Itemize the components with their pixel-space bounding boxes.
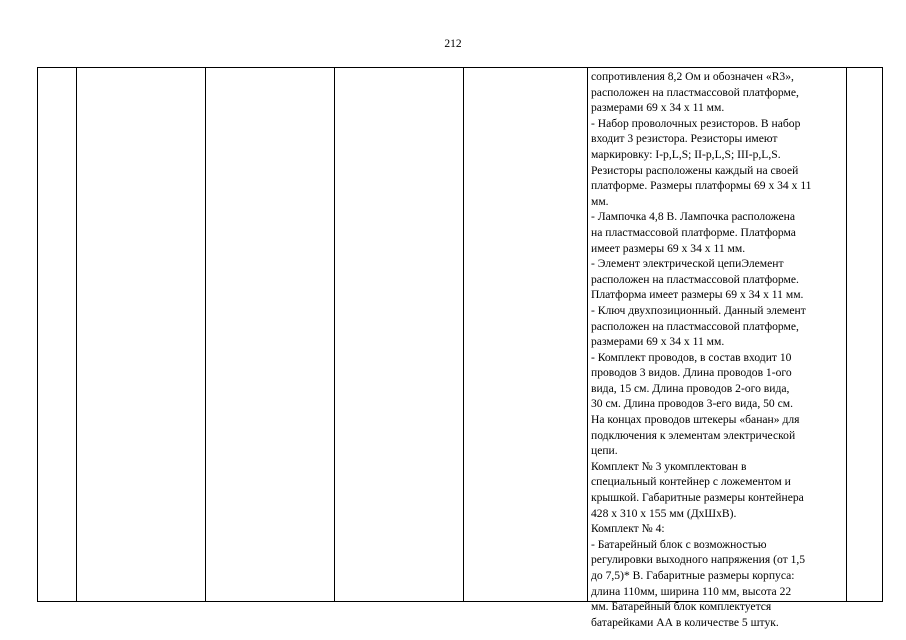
description-line: батарейками АА в количестве 5 штук. [591,615,779,629]
description-line: входит 3 резистора. Резисторы имеют [591,132,778,146]
description-line: сопротивления 8,2 Ом и обозначен «R3», [591,70,794,83]
description-line: Резисторы расположены каждый на своей [591,163,799,177]
specification-table [37,67,883,629]
description-line: подключения к элементам электрической [591,428,796,442]
description-cell [591,69,851,630]
description-line: проводов 3 видов. Длина проводов 1-ого [591,366,792,380]
description-line: Комплект № 4: [591,522,665,536]
column-divider [205,68,206,601]
description-line: вида, 15 см. Длина проводов 2-ого вида, [591,381,790,395]
description-line: платформе. Размеры платформы 69 х 34 х 11 [591,179,812,193]
description-line: - Батарейный блок с возможностью [591,537,767,551]
description-line: маркировку: I-p,L,S; II-p,L,S; III-p,L,S. [591,147,781,161]
description-line: - Комплект проводов, в состав входит 10 [591,350,792,364]
description-line: - Ключ двухпозиционный. Данный элемент [591,303,806,317]
description-line: размерами 69 х 34 х 11 мм. [591,101,725,115]
page-number: 212 [444,38,462,50]
description-line: расположен на пластмассовой платформе, [591,85,799,99]
description-line: специальный контейнер с ложементом и [591,475,791,489]
description-line: до 7,5)* В. Габаритные размеры корпуса: [591,569,795,582]
description-line: расположен на пластмассовой платформе, [591,319,799,333]
description-line: размерами 69 х 34 х 11 мм. [591,335,725,349]
description-line: 30 см. Длина проводов 3-его вида, 50 см. [591,397,794,411]
description-line: 428 х 310 х 155 мм (ДхШхВ). [591,506,737,520]
description-line: мм. [591,194,609,208]
description-line: Платформа имеет размеры 69 х 34 х 11 мм. [591,288,804,302]
description-line: цепи. [591,444,618,458]
column-divider [463,68,464,601]
description-line: - Набор проволочных резисторов. В набор [591,116,801,130]
description-line: - Элемент электрической цепиЭлемент [591,257,784,271]
description-line: Комплект № 3 укомплектован в [591,459,747,473]
column-divider [76,68,77,601]
description-line: имеет размеры 69 х 34 х 11 мм. [591,241,746,255]
description-line: - Лампочка 4,8 В. Лампочка расположена [591,210,796,224]
description-line: длина 110мм, ширина 110 мм, высота 22 [591,584,792,598]
description-line: на пластмассовой платформе. Платформа [591,225,796,239]
description-line: расположен на пластмассовой платформе. [591,272,799,286]
description-line: регулировки выходного напряжения (от 1,5 [591,553,806,567]
column-divider [334,68,335,601]
description-line: На концах проводов штекеры «банан» для [591,413,800,427]
column-divider [587,68,588,601]
description-line: крышкой. Габаритные размеры контейнера [591,491,804,505]
description-line: мм. Батарейный блок комплектуется [591,600,772,614]
